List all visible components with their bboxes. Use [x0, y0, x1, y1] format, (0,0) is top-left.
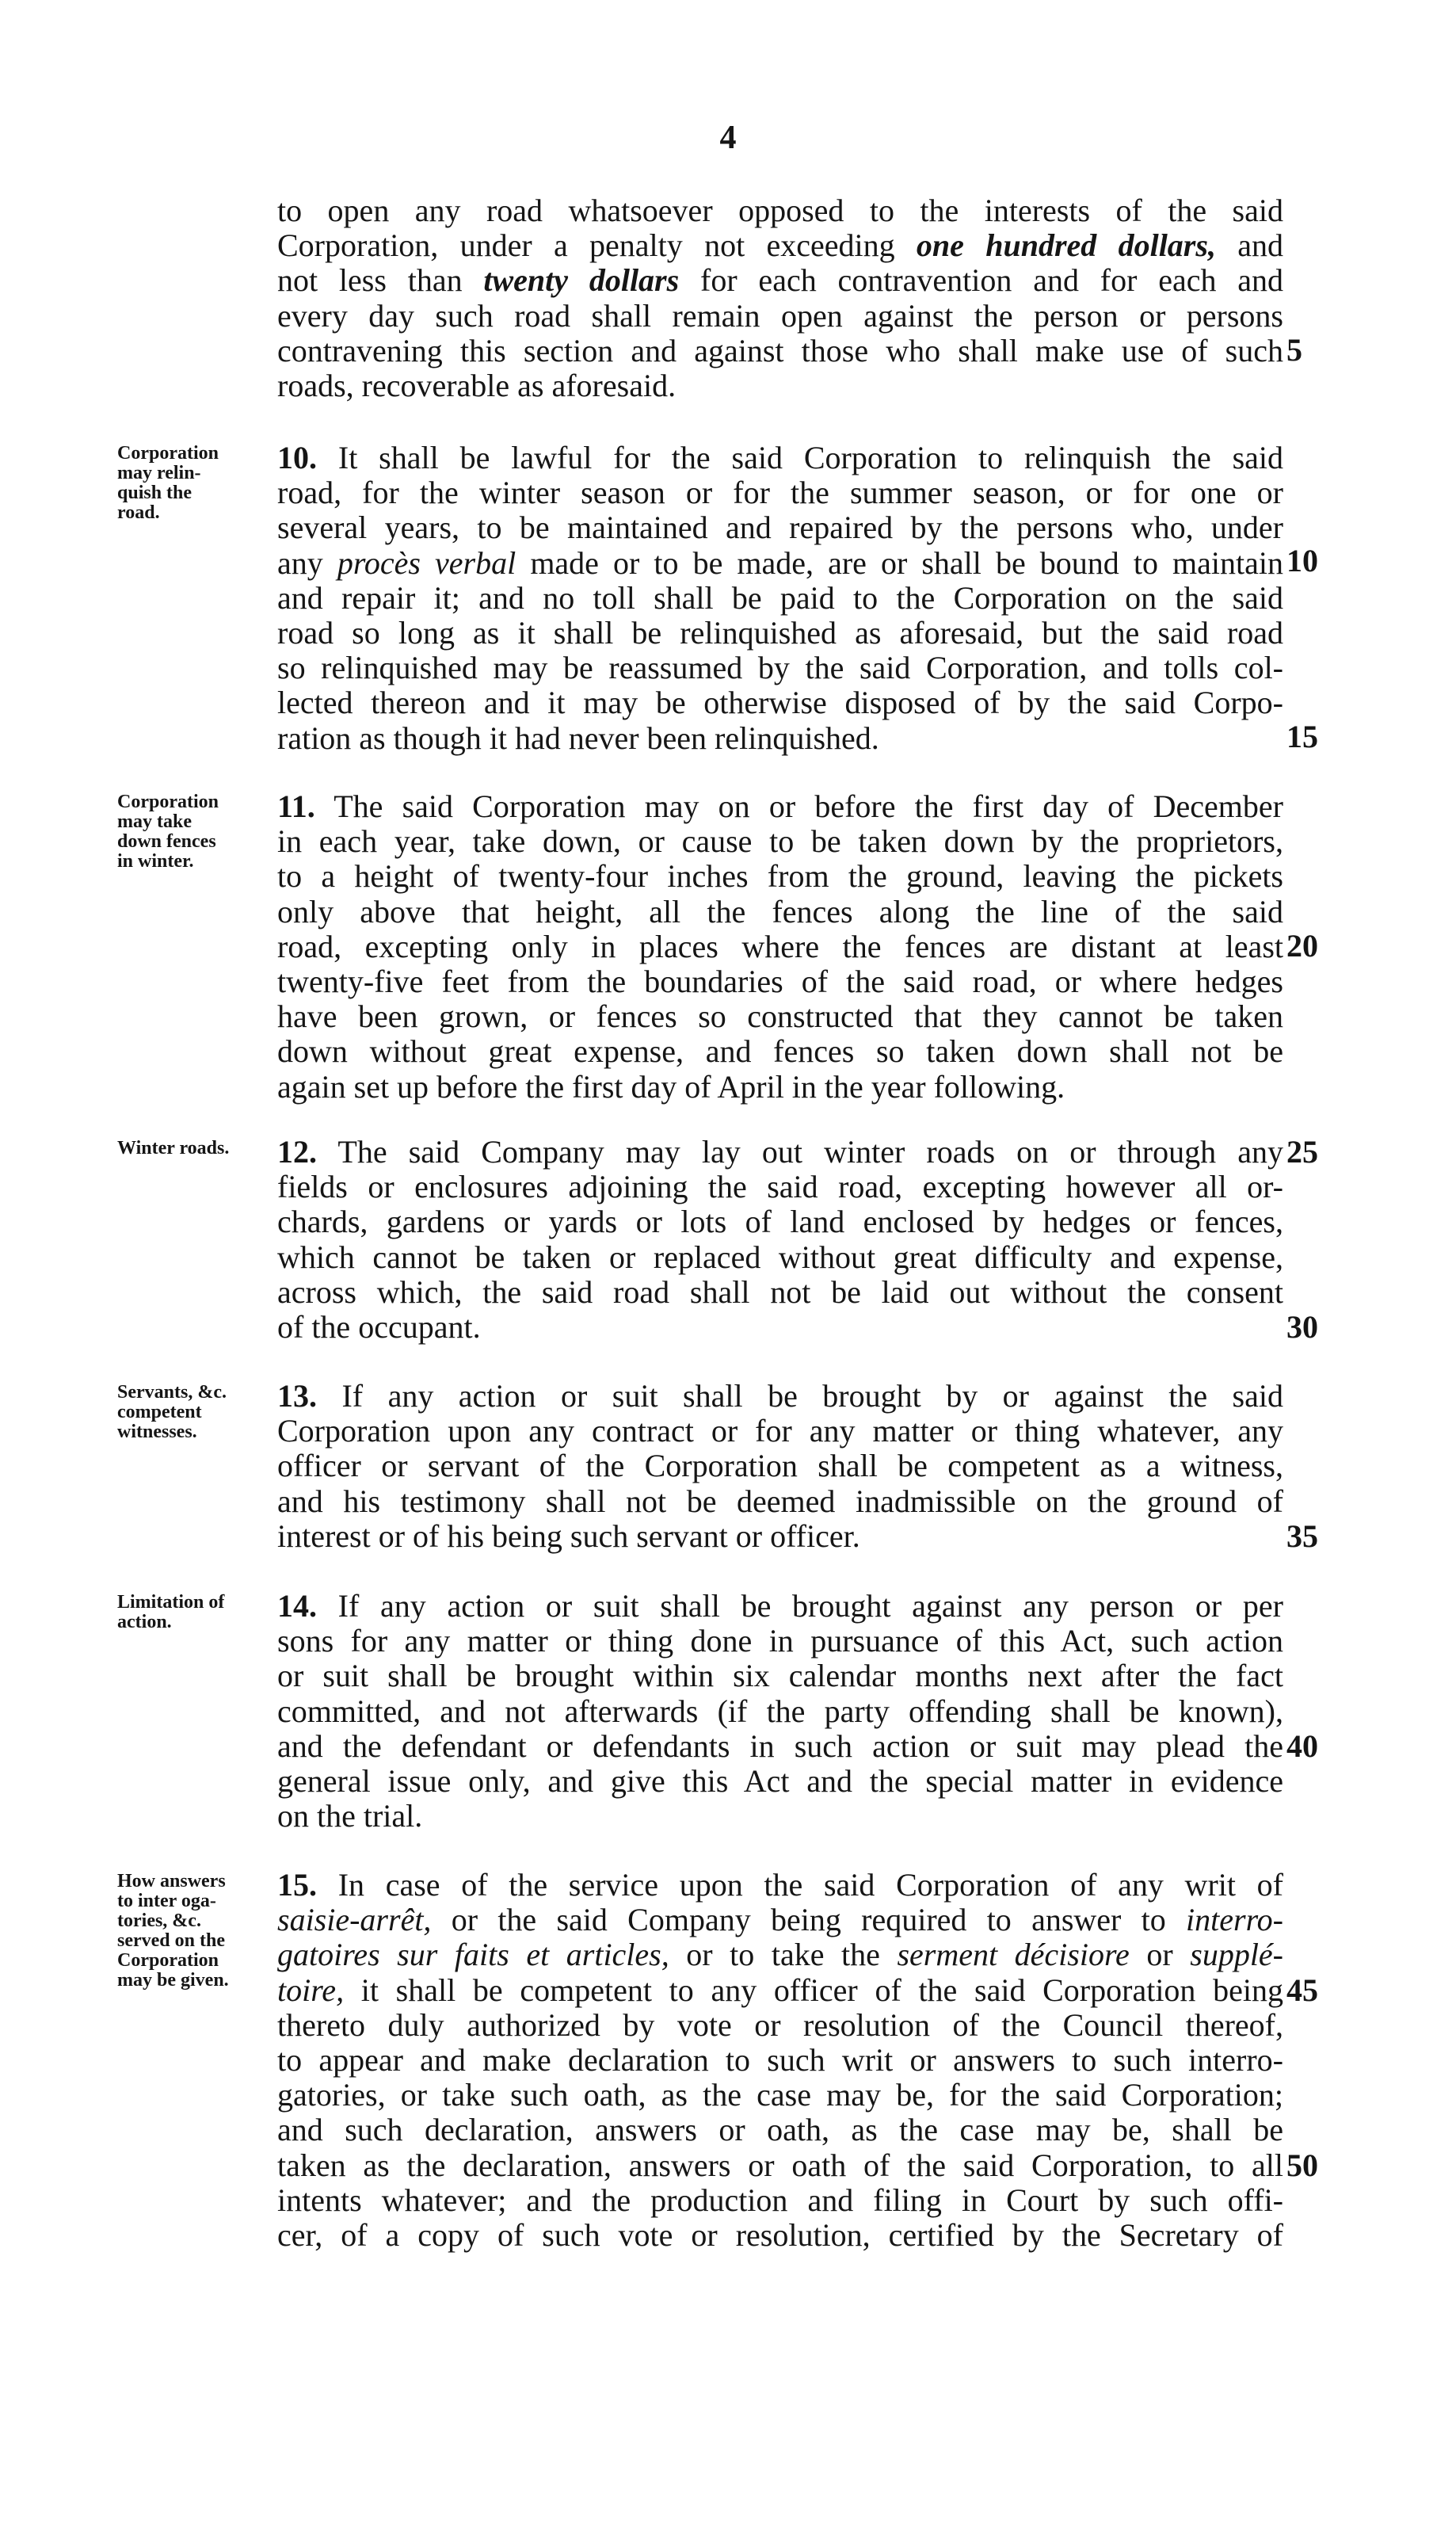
intro-paragraph: to open any road whatsoever opposed to the interests of the said Corporation, under a penalty not exceeding one hundred dollars, and not less than twenty dollars for each contravention and for each and every day such road shall remain open against the person or persons contravening this section and against those who shall make use of such roads, recoverable as aforesaid. [277, 193, 1284, 404]
section-number: 14. [277, 1588, 317, 1624]
margin-note-section-15: How answers to inter oga- tories, &c. served on the Corporation may be given. [117, 1871, 229, 1991]
line-number: 20 [1286, 928, 1318, 964]
section-14: 14. If any action or suit shall be brought against any person or per sons for any matter or thing done in pursuance of this Act, such action or suit shall be brought within six calendar months next after the fact committed, and not afterwards (if the party offending shall be known), and the defendant or defendants in such action or suit may plead the general issue only, and give this Act and the special matter in evidence on the trial. [277, 1588, 1283, 1834]
section-number: 15. [277, 1867, 317, 1903]
line-number: 50 [1286, 2147, 1318, 2183]
line-number: 15 [1286, 719, 1318, 754]
margin-note-section-12: Winter roads. [117, 1138, 230, 1159]
line-number: 35 [1286, 1518, 1318, 1554]
section-11: 11. The said Corporation may on or before the first day of December in each year, take down, or cause to be taken down by the proprietors, to a height of twenty-four inches from the ground, leaving the pickets only above that height, all the fences along the line of the said road, excepting only in places where the fences are distant at least twenty-five feet from the boundaries of the said road, or where hedges have been grown, or fences so constructed that they cannot be taken down without great expense, and fences so taken down shall not be again set up before the first day of April in the year following. [277, 788, 1283, 1105]
line-number: 25 [1286, 1134, 1318, 1170]
margin-note-section-14: Limitation of action. [117, 1592, 225, 1632]
line-number: 5 [1286, 332, 1302, 368]
section-12: 12. The said Company may lay out winter roads on or through any fields or enclosures adjoining the said road, excepting however all or- chards, gardens or yards or lots of land enclosed by hedges or fences, which cannot be taken or replaced without great difficulty and expense, across which, the said road shall not be laid out without the consent of the occupant. [277, 1134, 1283, 1346]
section-13: 13. If any action or suit shall be brought by or against the said Corporation upon any contract or for any matter or thing whatever, any officer or servant of the Corporation shall be competent as a witness, and his testimony shall not be deemed inadmissible on the ground of interest or of his being such servant or officer. [277, 1378, 1283, 1554]
page-number: 4 [719, 120, 737, 156]
margin-note-section-11: Corporation may take down fences in winter. [117, 792, 219, 872]
line-number: 30 [1286, 1309, 1318, 1345]
section-number: 10. [277, 440, 317, 475]
section-number: 11. [277, 788, 315, 824]
line-number: 45 [1286, 1972, 1318, 2008]
section-15: 15. In case of the service upon the said Corporation of any writ of saisie-arrêt, or the said Company being required to answer to interro- gatoires sur faits et articles, or to take the serment décisiore or supplé- toire, it shall be competent to any officer of the said Corporation being thereto duly authorized by vote or resolution of the Council thereof, to appear and make declaration to such writ or answers to such interro- gatories, or take such oath, as the case may be, for the said Corporation; and such declaration, answers or oath, as the case may be, shall be taken as the declaration, answers or oath of the said Corporation, to all intents whatever; and the production and filing in Court by such offi- cer, of a copy of such vote or resolution, certified by the Secretary of [277, 1867, 1284, 2254]
section-number: 13. [277, 1378, 317, 1414]
line-number: 40 [1286, 1728, 1318, 1764]
section-10: 10. It shall be lawful for the said Corporation to relinquish the said road, for the winter season or for the summer season, or for one or several years, to be maintained and repaired by the persons who, under any procès verbal made or to be made, are or shall be bound to maintain and repair it; and no toll shall be paid to the Corporation on the said road so long as it shall be relinquished as aforesaid, but the said road so relinquished may be reassumed by the said Corporation, and tolls col- lected thereon and it may be otherwise disposed of by the said Corpo- ration as though it had never been relinquished. [277, 440, 1284, 756]
section-number: 12. [277, 1134, 317, 1170]
margin-note-section-10: Corporation may relin- quish the road. [117, 443, 219, 523]
line-number: 10 [1286, 543, 1318, 578]
margin-note-section-13: Servants, &c. competent witnesses. [117, 1382, 227, 1442]
